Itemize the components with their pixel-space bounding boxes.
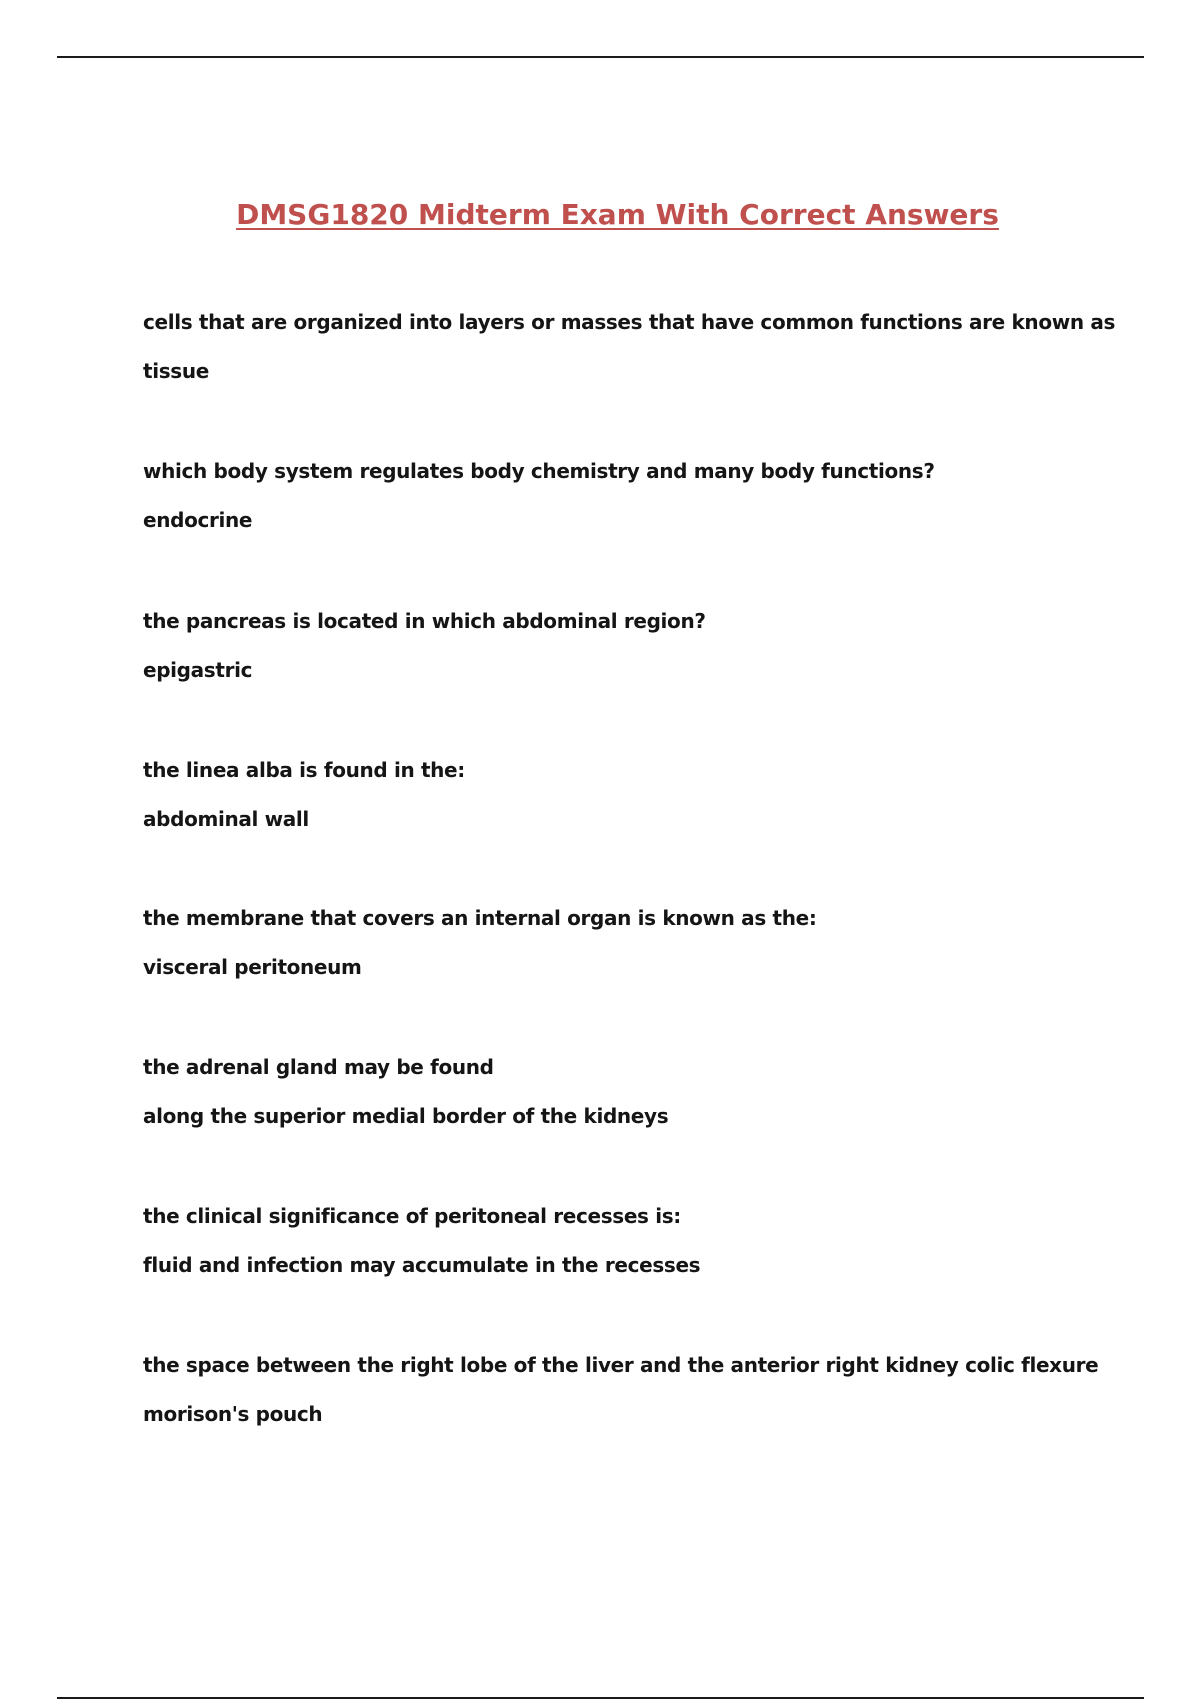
answer-text: endocrine — [143, 508, 253, 532]
qa-item-7 — [143, 1203, 1143, 1278]
qa-item-8 — [143, 1352, 1143, 1427]
qa-item-6 — [143, 1054, 1143, 1129]
question-text: which body system regulates body chemistry and many body functions? — [143, 459, 935, 483]
question-text: the space between the right lobe of the liver and the anterior right kidney colic flexure — [143, 1353, 1099, 1377]
answer-text: fluid and infection may accumulate in the recesses — [143, 1253, 701, 1277]
question-text: the pancreas is located in which abdominal region? — [143, 609, 706, 633]
qa-item-2 — [143, 458, 1143, 533]
question-text: the linea alba is found in the: — [143, 758, 465, 782]
qa-item-4 — [143, 757, 1143, 832]
question-text: the membrane that covers an internal organ is known as the: — [143, 906, 817, 930]
qa-item-3 — [143, 608, 1143, 683]
qa-item-5 — [143, 905, 1143, 980]
answer-text: morison's pouch — [143, 1402, 323, 1426]
answer-text: epigastric — [143, 658, 253, 682]
question-text: the adrenal gland may be found — [143, 1055, 494, 1079]
answer-text: along the superior medial border of the kidneys — [143, 1104, 669, 1128]
answer-text: visceral peritoneum — [143, 955, 362, 979]
question-text: cells that are organized into layers or masses that have common functions are known as — [143, 310, 1116, 334]
answer-text: abdominal wall — [143, 807, 309, 831]
qa-item-1 — [143, 309, 1143, 384]
document-title: DMSG1820 Midterm Exam With Correct Answers — [236, 198, 999, 231]
bottom-divider — [57, 1697, 1144, 1699]
question-text: the clinical significance of peritoneal recesses is: — [143, 1204, 681, 1228]
top-divider — [57, 56, 1144, 58]
answer-text: tissue — [143, 359, 209, 383]
